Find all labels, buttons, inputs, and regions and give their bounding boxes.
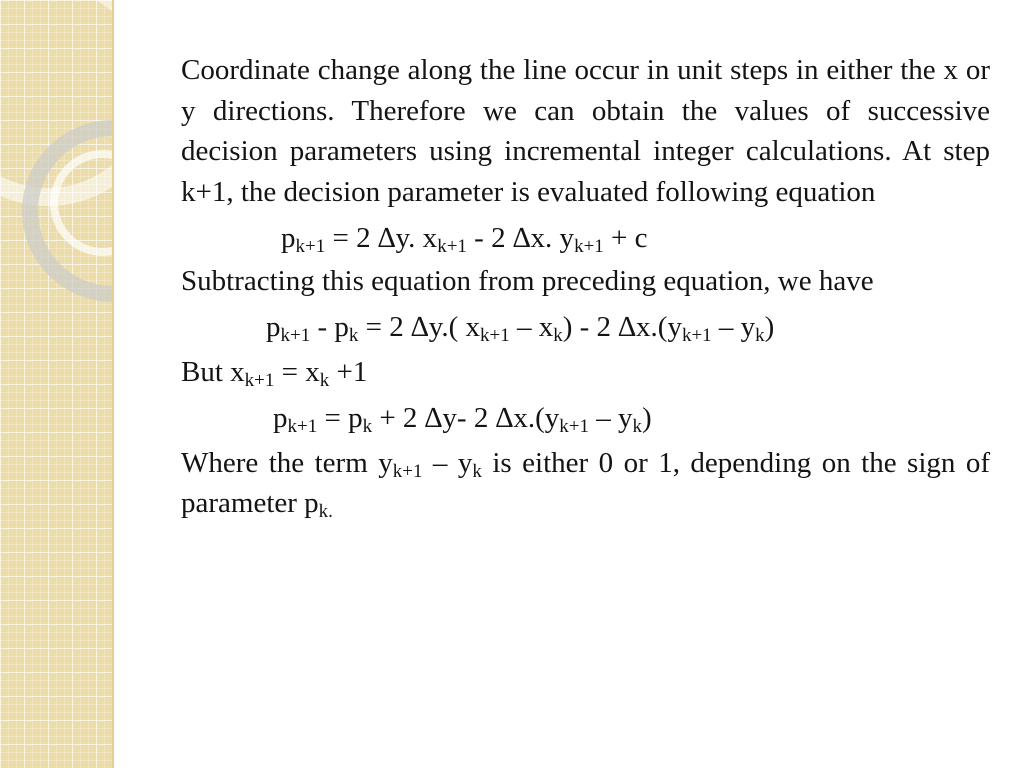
equation-difference: $p_{k+1} - p_k = 2$ ∆y.( $x_{k+1} - x_k) - 2$ $\Delta x.(y_{k+1} - y_k)$ <box>266 311 775 346</box>
decorative-side-strip <box>0 0 114 768</box>
slide-content <box>181 50 990 524</box>
paragraph-where: Where the term $y_{k+1} - y_k$ is either 0 or 1, depending on the sign of parameter $p_{k.}$ <box>181 446 991 522</box>
equation-pk1: $p_{k+1} = 2$ ∆y. $x_{k+1} - 2$ ∆x. $y_{k+1} + c$ <box>281 222 648 257</box>
equation-simplified: $p_{k+1} = p_k + 2$ ∆y- 2 $\Delta x.(y_{k+1} - y_k)$ <box>273 402 652 437</box>
paragraph-subtracting: Subtracting this equation from preceding equation, we have <box>181 264 874 297</box>
paragraph-intro: Coordinate change along the line occur in unit steps in either the x or y directions. Therefore we can obtain the values of successive decision parameters using incremental integer calculations. At step k+1, the decision parameter is evaluated following equation <box>181 54 990 208</box>
but-line: But $x_{k+1} = x_k +1$ <box>181 355 368 391</box>
